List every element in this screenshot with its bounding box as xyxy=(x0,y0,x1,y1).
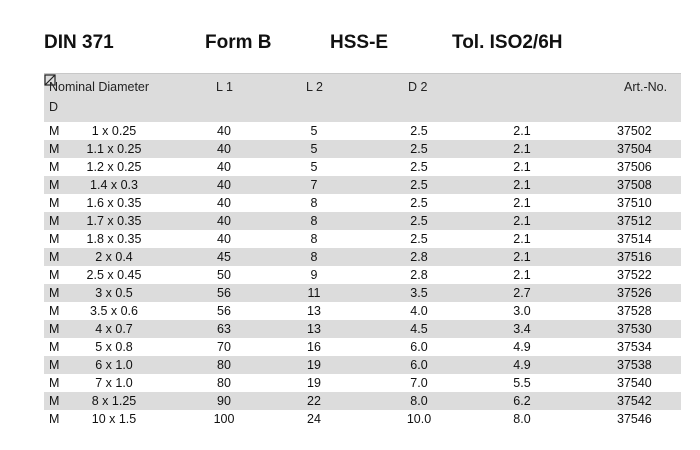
cell-prefix: M xyxy=(49,358,60,372)
header-art-no: Art.-No. xyxy=(624,80,668,94)
cell-l1: 90 xyxy=(217,394,231,408)
cell-prefix: M xyxy=(49,376,60,390)
cell-l2: 5 xyxy=(310,124,318,138)
cell-art-no: 37510 xyxy=(617,196,652,210)
cell-d2: 2.5 xyxy=(410,160,428,174)
cell-l2: 8 xyxy=(310,196,318,210)
cell-l2: 7 xyxy=(310,178,318,192)
table-row xyxy=(44,374,681,392)
cell-art-no: 37506 xyxy=(617,160,652,174)
cell-l1: 40 xyxy=(217,142,231,156)
cell-l1: 63 xyxy=(217,322,231,336)
cell-art-no: 37514 xyxy=(617,232,652,246)
cell-square: 4.9 xyxy=(513,358,531,372)
cell-size: 1.8 x 0.35 xyxy=(86,232,142,246)
header-nominal-diameter-d: D xyxy=(49,100,59,114)
cell-l1: 45 xyxy=(217,250,231,264)
cell-l2: 13 xyxy=(307,322,321,336)
cell-d2: 2.5 xyxy=(410,232,428,246)
cell-prefix: M xyxy=(49,340,60,354)
table-header xyxy=(44,73,681,122)
cell-size: 1.7 x 0.35 xyxy=(86,214,142,228)
cell-d2: 6.0 xyxy=(410,340,428,354)
cell-d2: 10.0 xyxy=(406,412,432,426)
cell-prefix: M xyxy=(49,214,60,228)
cell-d2: 2.5 xyxy=(410,124,428,138)
cell-size: 3.5 x 0.6 xyxy=(90,304,138,318)
cell-art-no: 37546 xyxy=(617,412,652,426)
cell-l1: 40 xyxy=(217,178,231,192)
cell-art-no: 37526 xyxy=(617,286,652,300)
cell-prefix: M xyxy=(49,250,60,264)
cell-square: 6.2 xyxy=(513,394,531,408)
cell-size: 3 x 0.5 xyxy=(95,286,133,300)
cell-square: 2.1 xyxy=(513,178,531,192)
cell-size: 4 x 0.7 xyxy=(95,322,133,336)
cell-l1: 50 xyxy=(217,268,231,282)
cell-d2: 6.0 xyxy=(410,358,428,372)
cell-l1: 40 xyxy=(217,124,231,138)
cell-art-no: 37530 xyxy=(617,322,652,336)
cell-l2: 16 xyxy=(307,340,321,354)
cell-prefix: M xyxy=(49,268,60,282)
cell-square: 2.1 xyxy=(513,124,531,138)
header-l2: L 2 xyxy=(306,80,323,94)
cell-l2: 11 xyxy=(307,286,321,300)
table-row xyxy=(44,158,681,176)
cell-square: 2.1 xyxy=(513,232,531,246)
cell-art-no: 37508 xyxy=(617,178,652,192)
table-row xyxy=(44,140,681,158)
table-row xyxy=(44,266,681,284)
table-row xyxy=(44,410,681,428)
standard-title: DIN 371 xyxy=(44,32,114,53)
cell-l1: 56 xyxy=(217,304,231,318)
cell-square: 8.0 xyxy=(513,412,531,426)
cell-prefix: M xyxy=(49,232,60,246)
title-bar xyxy=(0,32,700,58)
cell-l2: 5 xyxy=(310,142,318,156)
cell-art-no: 37512 xyxy=(617,214,652,228)
cell-l1: 40 xyxy=(217,196,231,210)
cell-art-no: 37540 xyxy=(617,376,652,390)
cell-l2: 13 xyxy=(307,304,321,318)
cell-square: 4.9 xyxy=(513,340,531,354)
cell-l2: 22 xyxy=(307,394,321,408)
cell-size: 5 x 0.8 xyxy=(95,340,133,354)
cell-l1: 40 xyxy=(217,232,231,246)
cell-size: 1.1 x 0.25 xyxy=(86,142,142,156)
table-row xyxy=(44,338,681,356)
cell-l2: 24 xyxy=(307,412,321,426)
cell-square: 3.4 xyxy=(513,322,531,336)
cell-d2: 2.5 xyxy=(410,214,428,228)
cell-l2: 8 xyxy=(310,214,318,228)
cell-l2: 19 xyxy=(307,376,321,390)
material-title: HSS-E xyxy=(330,32,389,53)
cell-size: 8 x 1.25 xyxy=(91,394,137,408)
cell-square: 2.1 xyxy=(513,250,531,264)
cell-prefix: M xyxy=(49,124,60,138)
cell-art-no: 37528 xyxy=(617,304,652,318)
cell-art-no: 37542 xyxy=(617,394,652,408)
cell-prefix: M xyxy=(49,322,60,336)
header-nominal-diameter: Nominal Diameter xyxy=(49,80,150,94)
cell-art-no: 37534 xyxy=(617,340,652,354)
tap-spec-table xyxy=(44,73,681,428)
cell-l2: 8 xyxy=(310,250,318,264)
cell-size: 6 x 1.0 xyxy=(95,358,133,372)
cell-prefix: M xyxy=(49,412,60,426)
cell-l2: 5 xyxy=(310,160,318,174)
cell-square: 2.1 xyxy=(513,268,531,282)
header-l1: L 1 xyxy=(216,80,233,94)
cell-d2: 8.0 xyxy=(410,394,428,408)
table-row xyxy=(44,392,681,410)
table-row xyxy=(44,248,681,266)
cell-l1: 70 xyxy=(217,340,231,354)
cell-l1: 100 xyxy=(213,412,235,426)
cell-prefix: M xyxy=(49,196,60,210)
cell-art-no: 37522 xyxy=(617,268,652,282)
table-row xyxy=(44,356,681,374)
cell-art-no: 37516 xyxy=(617,250,652,264)
cell-prefix: M xyxy=(49,160,60,174)
cell-d2: 4.0 xyxy=(410,304,428,318)
cell-l2: 19 xyxy=(307,358,321,372)
cell-prefix: M xyxy=(49,286,60,300)
cell-size: 10 x 1.5 xyxy=(91,412,137,426)
cell-l1: 40 xyxy=(217,160,231,174)
cell-prefix: M xyxy=(49,178,60,192)
cell-square: 2.7 xyxy=(513,286,531,300)
cell-l1: 56 xyxy=(217,286,231,300)
cell-size: 2 x 0.4 xyxy=(95,250,133,264)
cell-prefix: M xyxy=(49,394,60,408)
cell-square: 3.0 xyxy=(513,304,531,318)
cell-l2: 9 xyxy=(310,268,318,282)
table-row xyxy=(44,176,681,194)
cell-size: 7 x 1.0 xyxy=(95,376,133,390)
table-row xyxy=(44,122,681,140)
cell-art-no: 37502 xyxy=(617,124,652,138)
cell-prefix: M xyxy=(49,304,60,318)
cell-d2: 2.5 xyxy=(410,196,428,210)
cell-d2: 2.5 xyxy=(410,178,428,192)
cell-size: 1 x 0.25 xyxy=(91,124,137,138)
header-d2: D 2 xyxy=(408,80,428,94)
table-row xyxy=(44,302,681,320)
cell-prefix: M xyxy=(49,142,60,156)
cell-square: 2.1 xyxy=(513,142,531,156)
cell-d2: 7.0 xyxy=(410,376,428,390)
cell-size: 2.5 x 0.45 xyxy=(86,268,142,282)
cell-size: 1.2 x 0.25 xyxy=(86,160,142,174)
cell-l2: 8 xyxy=(310,232,318,246)
cell-d2: 4.5 xyxy=(410,322,428,336)
cell-l1: 40 xyxy=(217,214,231,228)
cell-square: 2.1 xyxy=(513,160,531,174)
cell-d2: 2.5 xyxy=(410,142,428,156)
table-row xyxy=(44,320,681,338)
cell-d2: 2.8 xyxy=(410,250,428,264)
table-row xyxy=(44,230,681,248)
cell-art-no: 37504 xyxy=(617,142,652,156)
cell-square: 2.1 xyxy=(513,214,531,228)
table-row xyxy=(44,194,681,212)
cell-size: 1.4 x 0.3 xyxy=(90,178,138,192)
cell-d2: 3.5 xyxy=(410,286,428,300)
cell-square: 5.5 xyxy=(513,376,531,390)
cell-size: 1.6 x 0.35 xyxy=(86,196,142,210)
table-body xyxy=(44,122,681,428)
table-row xyxy=(44,212,681,230)
cell-art-no: 37538 xyxy=(617,358,652,372)
form-title: Form B xyxy=(205,32,272,53)
tolerance-title: Tol. ISO2/6H xyxy=(452,32,563,53)
cell-l1: 80 xyxy=(217,358,231,372)
cell-d2: 2.8 xyxy=(410,268,428,282)
table-row xyxy=(44,284,681,302)
cell-square: 2.1 xyxy=(513,196,531,210)
cell-l1: 80 xyxy=(217,376,231,390)
